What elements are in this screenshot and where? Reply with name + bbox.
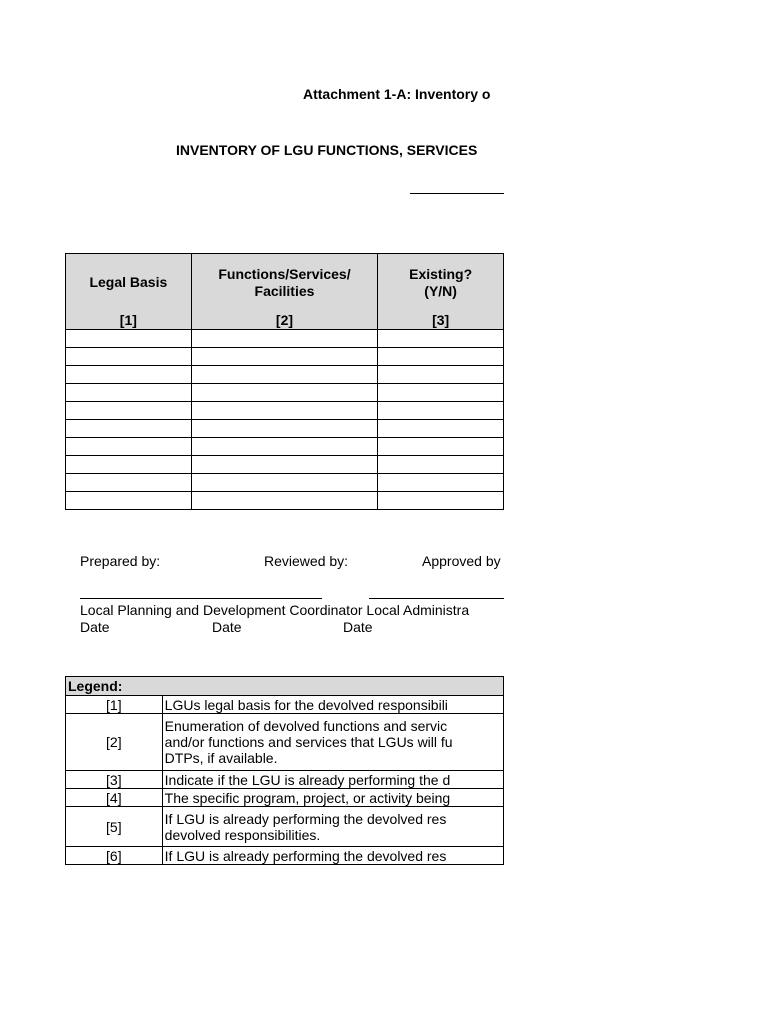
inventory-cell — [66, 420, 192, 438]
legend-description — [162, 789, 503, 807]
date-label-reviewed: Date — [212, 619, 242, 635]
header-number: [1] — [119, 312, 137, 328]
legend-line: The specific program, project, or activity being — [164, 789, 451, 806]
inventory-cell — [378, 330, 504, 348]
inventory-cell — [191, 492, 378, 510]
legend-row — [66, 807, 504, 847]
inventory-cell — [191, 366, 378, 384]
inventory-row — [66, 384, 504, 402]
inventory-body — [66, 330, 504, 510]
legend-line: and/or functions and services that LGUs will fu — [164, 734, 453, 750]
legend-number: [6] — [66, 847, 163, 865]
legend-table — [65, 676, 504, 865]
legend-header-row — [66, 677, 504, 696]
legend-line: Enumeration of devolved functions and servic — [164, 718, 448, 734]
inventory-row — [66, 330, 504, 348]
legend-number: [1] — [66, 696, 163, 714]
inventory-cell — [66, 366, 192, 384]
legend-row — [66, 771, 504, 789]
inventory-cell — [66, 456, 192, 474]
inventory-cell — [378, 492, 504, 510]
inventory-cell — [191, 474, 378, 492]
inventory-header-row — [66, 254, 504, 330]
inventory-cell — [66, 474, 192, 492]
inventory-row — [66, 366, 504, 384]
legend-line: If LGU is already performing the devolved res — [164, 847, 447, 864]
legend-line: DTPs, if available. — [164, 750, 278, 766]
inventory-cell — [191, 330, 378, 348]
inventory-row — [66, 348, 504, 366]
inventory-row — [66, 420, 504, 438]
title-underline — [410, 185, 504, 194]
legend-row — [66, 714, 504, 771]
inventory-cell — [191, 384, 378, 402]
legend-description — [162, 807, 503, 847]
legend-header: Legend: — [66, 677, 504, 696]
header-label: Legal Basis — [89, 274, 168, 290]
inventory-title: INVENTORY OF LGU FUNCTIONS, SERVICES — [176, 142, 478, 158]
signature-line-prepared — [80, 598, 322, 599]
inventory-cell — [378, 402, 504, 420]
inventory-cell — [191, 348, 378, 366]
prepared-by-label: Prepared by: — [80, 553, 161, 569]
legend-row — [66, 789, 504, 807]
inventory-cell — [378, 366, 504, 384]
inventory-row — [66, 456, 504, 474]
legend-line: If LGU is already performing the devolved res — [164, 810, 447, 827]
signature-line-reviewed — [369, 598, 504, 599]
header-label: Existing? — [409, 266, 473, 282]
reviewed-by-label: Reviewed by: — [264, 553, 349, 569]
header-label: (Y/N) — [424, 283, 457, 299]
legend-description — [162, 714, 503, 771]
header-number: [2] — [275, 312, 294, 328]
header-number: [3] — [432, 312, 450, 328]
legend-line: Indicate if the LGU is already performing the d — [164, 771, 451, 788]
legend-number: [4] — [66, 789, 163, 807]
header-existing — [378, 254, 504, 330]
header-label: Functions/Services/ — [218, 266, 351, 282]
inventory-cell — [66, 330, 192, 348]
approved-by-label: Approved by — [422, 553, 501, 569]
inventory-cell — [191, 420, 378, 438]
header-label: Facilities — [254, 283, 315, 299]
legend-row — [66, 847, 504, 865]
inventory-cell — [66, 438, 192, 456]
legend-line: devolved responsibilities. — [164, 826, 321, 843]
inventory-cell — [378, 474, 504, 492]
inventory-row — [66, 474, 504, 492]
legend-description — [162, 847, 503, 865]
inventory-row — [66, 402, 504, 420]
legend-row — [66, 696, 504, 714]
header-functions-services-facilities — [191, 254, 378, 330]
header-legal-basis — [66, 254, 192, 330]
legend-description — [162, 696, 503, 714]
date-label-approved: Date — [343, 619, 373, 635]
attachment-title: Attachment 1-A: Inventory o — [303, 86, 491, 102]
inventory-cell — [191, 402, 378, 420]
signatory-roles: Local Planning and Development Coordinator Local Administra — [80, 602, 470, 618]
inventory-table — [65, 253, 504, 510]
date-label-prepared: Date — [80, 619, 110, 635]
legend-number: [5] — [66, 807, 163, 847]
legend-description — [162, 771, 503, 789]
inventory-cell — [378, 384, 504, 402]
inventory-cell — [378, 456, 504, 474]
inventory-cell — [191, 438, 378, 456]
inventory-cell — [66, 402, 192, 420]
legend-number: [3] — [66, 771, 163, 789]
inventory-cell — [66, 492, 192, 510]
inventory-cell — [378, 438, 504, 456]
inventory-row — [66, 438, 504, 456]
inventory-cell — [66, 384, 192, 402]
legend-line: LGUs legal basis for the devolved responsibili — [164, 696, 448, 713]
inventory-cell — [378, 420, 504, 438]
inventory-cell — [191, 456, 378, 474]
inventory-row — [66, 492, 504, 510]
legend-number: [2] — [66, 714, 163, 771]
inventory-cell — [66, 348, 192, 366]
inventory-cell — [378, 348, 504, 366]
